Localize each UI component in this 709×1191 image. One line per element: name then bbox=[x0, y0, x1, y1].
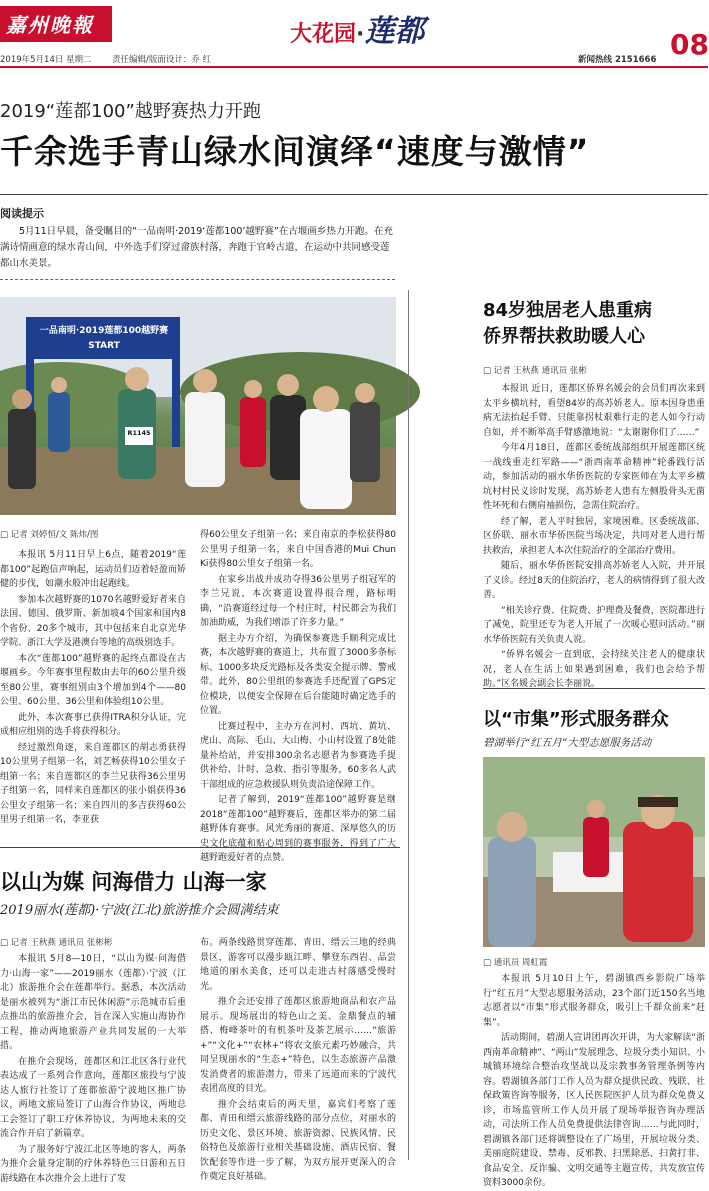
digest-label: 阅读提示 bbox=[0, 207, 44, 220]
market-volunteer-photo bbox=[483, 757, 705, 947]
credit-marker-icon: □ bbox=[483, 958, 494, 968]
lead-para: 得60公里女子组第一名；来自南京的李松获得80公里男子组第一名，来自中国香港的Mui Chun Ki获得80公里女子组第一名。 bbox=[200, 530, 396, 569]
lead-kicker: 2019“莲都100”越野赛热力开跑 bbox=[0, 101, 261, 122]
credit-marker-icon: □ bbox=[483, 366, 494, 376]
lead-para: 据主办方介绍，为确保参赛选手顺利完成比赛，本次越野赛的赛道上，共布置了3000多条标标、1000多块反光路标及各类安全提示牌、警戒带。此外，80公里组的参赛选手还配置了GPS定位模块，以便安全保障在后台能随时确定选手的位置。 bbox=[200, 633, 396, 716]
lead-body-col-2 bbox=[200, 528, 396, 863]
lead-para: 本报讯 5月11日早上6点，随着2019“莲都100”起跑信声响起，运动员们迈着轻盈而矫健的步伐，如潮水般冲出起跑线。 bbox=[0, 550, 186, 589]
elderly-para: “相关诊疗费、住院费、护理费及餐费，医院都进行了减免，院里还专为老人开展了一次暖心慰问活动。”丽水华侨医院有关负责人说。 bbox=[483, 605, 705, 645]
tourism-credit: □ 记者 王秋燕 通讯员 张彬彬 bbox=[0, 938, 113, 948]
tourism-body-col-1 bbox=[0, 952, 186, 1184]
photo-banner-text: 一品南明·2019莲都100越野赛 bbox=[39, 326, 169, 336]
tourism-para: 推介会还安排了莲都区旅游地商品和农产品展示。现场展出的特色山之美、金鼎餐点的辅搭、梅峰茶叶的有机茶叶及茶艺展示……“旅游+”“文化+”“农林+”将农文旅元素巧妙融合，共同呈现丽水的“生态+”特色，以生态旅游产品激发消费者的旅游潜力，带来了远道而来的宁波代表团高度的目光。 bbox=[200, 997, 396, 1094]
tourism-para: 本报讯 5月8—10日，“以山为媒·问海借力·山海一家”——2019丽水（莲都）·宁波（江北）旅游推介会在莲都举行。据悉，本次活动是丽水被列为“浙江市民休闲游”示范城市后重点推出的旅游推介会，旨在深入实施山海协作工程，推动两地旅游产业共同发展的一大举措。 bbox=[0, 954, 186, 1051]
tourism-para: 在推介会现场，莲都区和江北区各行业代表达成了一系列合作意向，莲都区旅投与宁波达人旅行社签订了莲都旅游宁波地区推广协议，两地文旅局签订了山海合作协议，两地总工会签订了职工疗休养协议，为两地未来的交流合作开启了新篇章。 bbox=[0, 1056, 186, 1139]
lead-para: 参加本次越野赛的1070名越野爱好者来自法国、德国、俄罗斯、新加坡4个国家和国内8个省份、20多个城市，其中包括来自北京光华学院、浙江大学及港澳台等地的高级别选手。 bbox=[0, 594, 186, 648]
credit-marker-icon: □ bbox=[0, 530, 11, 540]
race-start-photo bbox=[0, 297, 396, 515]
lead-header-rule bbox=[0, 194, 708, 195]
market-subhead: 碧湖举行“红五月”大型志愿服务活动 bbox=[483, 737, 652, 749]
digest-rule bbox=[0, 279, 395, 280]
tourism-para: 布。两条线路贯穿莲都、青田、缙云三地的经典景区，游客可以漫步瓯江畔、攀登东西岩、品尝地道的丽水美食，还可以走进古村落感受慢时光。 bbox=[200, 938, 396, 992]
lead-headline: 千余选手青山绿水间演绎“速度与激情” bbox=[0, 132, 590, 171]
lead-para: 比赛过程中，主办方在河村、西坑、黄坑、虎山、高际、毛山、大山梅、小山村设置了8处能量补给站，并安排300余名志愿者为参赛选手提供补给、计时、急救、指引等服务，60多名人武干部组成的应急救援队则负责沿途保障工作。 bbox=[200, 721, 396, 790]
photo-start-text: START bbox=[88, 341, 120, 351]
tourism-subhead: 2019丽水(莲都)·宁波(江北)旅游推介会圆满结束 bbox=[0, 903, 279, 918]
market-body bbox=[483, 972, 705, 1188]
column-divider bbox=[408, 290, 409, 1160]
credit-marker-icon: □ bbox=[0, 938, 11, 948]
lead-credit: □ 记者 刘婷恒/文 陈炜/图 bbox=[0, 530, 99, 540]
lead-para: 在家乡出战并成功夺得36公里男子组冠军的李兰兄说，本次赛道设置得很合理，路标明确，“沿赛道经过每一个村庄时，村民都会为我们加油助威，为我们增添了许多力量。” bbox=[200, 574, 396, 628]
page-number: 08 bbox=[670, 28, 709, 61]
digest-text: 5月11日早晨，备受瞩目的“一品南明·2019‘莲都100’越野赛”在古堰画乡热力开跑。在充满诗情画意的绿水青山间，中外选手们穿过畲族村落，奔跑于官岭古道，在运动中共同感受莲都山水美景。 bbox=[0, 226, 393, 269]
section-title: 大花园·莲都 bbox=[290, 14, 425, 49]
tourism-para: 为了服务好宁波江北区等地的客人，两条为推介会量身定制的疗休养特色三日游和五日游线路在本次推介会上进行了发 bbox=[0, 1144, 186, 1184]
date-line: 2019年5月14日 星期二 bbox=[0, 55, 92, 65]
photo-bib-text: R1145 bbox=[127, 429, 151, 437]
section-title-b: 莲都 bbox=[364, 14, 425, 49]
lead-body-col-1 bbox=[0, 548, 186, 838]
lead-para: 本次“莲都100”越野赛的起终点都设在古堰画乡。今年赛事里程数由去年的60公里升级至80公里，赛事组别由3个增加到4个——80公里、60公里、36公里和体验组10公里。 bbox=[0, 653, 186, 707]
elderly-credit: □ 记者 王秋燕 通讯员 张彬 bbox=[483, 366, 587, 376]
lead-para: 经过激烈角逐，来自莲都区的胡志勇获得10公里男子组第一名，刘艺畅获得10公里女子组第一名；来自莲都区的李兰兄获得36公里男子组第一名，同样来自莲都区的张小娟获得36公里女子组第一名；来自四川的多吉获得60公里男子组第一名，李亚获 bbox=[0, 742, 186, 825]
elderly-para: 经了解，老人平时独居，家境困难。区委统战部、区侨联、丽水市华侨医院当场决定，共同对老人进行帮扶救治，承担老人本次住院治疗的全部治疗费用。 bbox=[483, 516, 705, 556]
elderly-para: 本报讯 近日，莲都区侨界名媛会的会员们再次来到太平乡横坑村，看望84岁的高苏娇老人。原本因身患重病无法抬起手臂、只能靠拐杖艰难行走的老人如今行动自如，并不断举高手臂感激地说：“太谢谢你们了……” bbox=[483, 384, 705, 438]
paper-logo-text: 嘉州晚報 bbox=[6, 13, 94, 37]
elderly-para: 随后，丽水华侨医院安排高苏娇老人入院，并开展了义诊。经过8天的住院治疗，老人的病情得到了很大改善。 bbox=[483, 561, 705, 600]
elderly-para: “侨界名媛会一直到底，会持续关注老人的健康状况，老人在生活上如果遇到困难，我们也会给予帮助。”区名媛会副会长李丽说。 bbox=[483, 650, 705, 689]
lead-bottom-rule bbox=[0, 847, 400, 848]
editor-line: 责任编辑/版面设计：乔 红 bbox=[112, 55, 212, 65]
lead-para: 此外，本次赛事已获得ITRA积分认证，完成相应组别的选手将获得积分。 bbox=[0, 712, 186, 737]
elderly-bottom-rule bbox=[483, 688, 705, 689]
elderly-headline-1: 84岁独居老人患重病 bbox=[483, 300, 653, 321]
tourism-headline: 以山为媒 问海借力 山海一家 bbox=[0, 870, 267, 894]
market-credit: □ 通讯员 周虹霞 bbox=[483, 958, 548, 968]
market-photo-scene bbox=[483, 757, 705, 947]
tourism-body-col-2 bbox=[200, 936, 396, 1182]
hotline: 新闻热线 2151666 bbox=[578, 55, 657, 65]
market-para: 本报讯 5月10日上午，碧湖镇西乡影院广场举行“红五月”大型志愿服务活动，23个部门近150名当地志愿者以“市集”形式服务群众，吸引上千群众前来“赶集”。 bbox=[483, 974, 705, 1028]
elderly-body bbox=[483, 382, 705, 689]
lead-para: 记者了解到，2019“莲都100”越野赛是继2018“莲都100”越野赛后，莲都区举办的第二届越野体育赛事。风光秀丽的赛道、深厚悠久的历史文化底蕴和贴心周到的赛事服务，得到了广大越野跑爱好者的点赞。 bbox=[200, 795, 396, 863]
market-headline: 以“市集”形式服务群众 bbox=[483, 709, 669, 730]
section-title-a: 大花园 bbox=[290, 22, 357, 47]
market-para: 活动期间，碧湖人宣讲团再次开讲，为大家解读“浙西南革命精神”、“两山”发展理念、垃圾分类小知识、小城镇环境综合整治攻坚战以及宗教事务管理条例等内容。碧湖镇各部门工作人员为群众提供民政、残联、社保政策咨询等服务，区人民医院医护人员为群众免费义诊，市场监管所工作人员开展了现场举报咨询办理活动，司法所工作人员免费提供法律咨询……与此同时，碧湖镇各部门还将调整设在了广场里，开展垃圾分类、美丽庭院建设、禁毒、反邪教、扫黑除恶、扫黄打非、食品安全、反诈骗、文明交通等主题宣传，共发放宣传资料3000余份。 bbox=[483, 1033, 705, 1188]
tourism-para: 推介会结束后的两天里，嘉宾们考察了莲都、青田和缙云旅游线路的部分点位，对丽水的历史文化、景区环境、旅游资源、民族风情、民俗特色及旅游行业相关基础设施、酒店民宿、餐饮配套等作进一步了解，为双方展开更深入的合作奠定良好基础。 bbox=[200, 1099, 396, 1182]
elderly-headline-2: 侨界帮扶救助暖人心 bbox=[483, 326, 645, 347]
masthead-rule bbox=[0, 66, 708, 68]
elderly-para: 今年4月18日，莲都区委统战部组织开展莲都区统一战线重走红军路——“浙西南革命精神”轮番践行活动，参加活动的丽水华侨医院的专家医师在为太平乡横坑村村民义诊时发现，高苏娇老人患有左侧股骨头无菌性坏死和右侧肩袖损伤，急需住院治疗。 bbox=[483, 443, 705, 511]
